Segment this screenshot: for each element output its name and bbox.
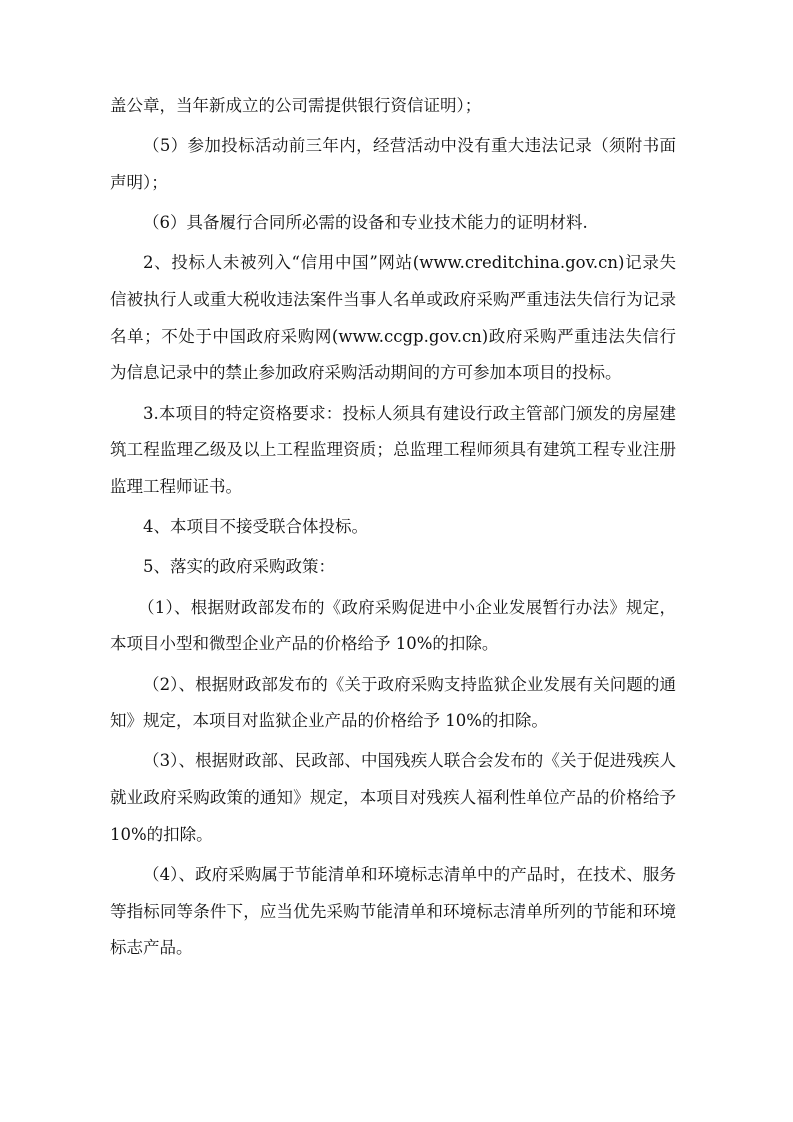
- paragraph-section-4: 4、本项目不接受联合体投标。: [143, 517, 368, 537]
- paragraph-section-3: 3.本项目的特定资格要求：投标人须具有建设行政主管部门颁发的房屋建筑工程监理乙级及以上工程监理资质；总监理工程师须具有建筑工程专业注册监理工程师证书。: [110, 403, 676, 497]
- paragraph-section-2: 2、投标人未被列入“信用中国”网站(www.creditchina.gov.cn)记录失信被执行人或重大税收违法案件当事人名单或政府采购严重违法失信行为记录名单；不处于中国政府采购网(www.ccgp.gov.cn)政府采购严重违法失信行为信息记录中的禁止参加政府采购活动期间的方可参加本项目的投标。: [110, 253, 676, 383]
- paragraph-continuation: 盖公章，当年新成立的公司需提供银行资信证明）；: [110, 96, 482, 115]
- paragraph-policy-2: （2）、根据财政部发布的《关于政府采购支持监狱企业发展有关问题的通知》规定，本项目对监狱企业产品的价格给予 10%的扣除。: [110, 674, 676, 731]
- paragraph-item-6: （6）具备履行合同所必需的设备和专业技术能力的证明材料.: [143, 213, 588, 233]
- paragraph-section-5: 5、落实的政府采购政策：: [143, 557, 335, 577]
- paragraph-item-5: （5）参加投标活动前三年内，经营活动中没有重大违法记录（须附书面声明）；: [110, 136, 676, 192]
- document-body: [110, 88, 676, 971]
- paragraph-policy-4: （4）、政府采购属于节能清单和环境标志清单中的产品时，在技术、服务等指标同等条件下，应当优先采购节能清单和环境标志清单所列的节能和环境标志产品。: [110, 865, 676, 958]
- paragraph-policy-3: （3）、根据财政部、民政部、中国残疾人联合会发布的《关于促进残疾人就业政府采购政策的通知》规定，本项目对残疾人福利性单位产品的价格给予 10%的扣除。: [110, 751, 676, 844]
- paragraph-policy-1: （1）、根据财政部发布的《政府采购促进中小企业发展暂行办法》规定，本项目小型和微型企业产品的价格给予 10%的扣除。: [110, 597, 676, 654]
